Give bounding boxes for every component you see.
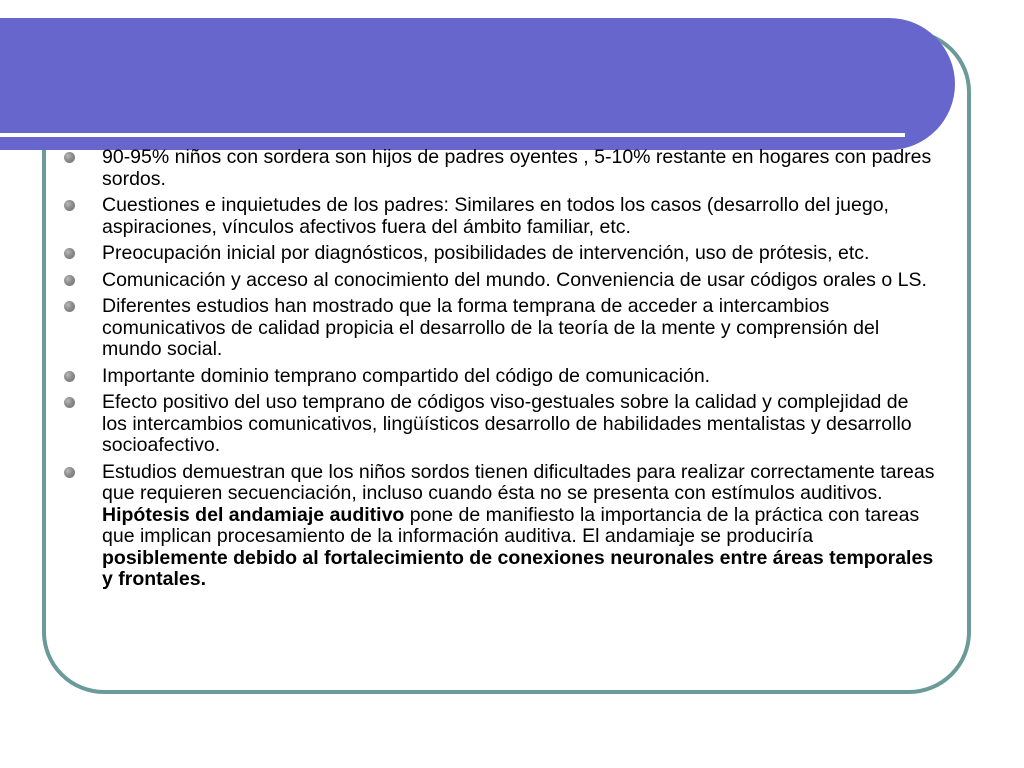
bullet-item	[62, 392, 937, 457]
bullet-dot-icon	[64, 301, 75, 312]
title-divider-line	[0, 133, 905, 137]
bullet-dot-icon	[64, 200, 75, 211]
bullet-text	[102, 461, 934, 591]
bullet-dot-icon	[64, 467, 75, 478]
bullet-text: Diferentes estudios han mostrado que la forma temprana de acceder a intercambios comunicativos de calidad propicia el desarrollo de la teoría de la mente y comprensión del mundo social.	[102, 295, 880, 360]
bullet-text: Efecto positivo del uso temprano de códigos viso-gestuales sobre la calidad y complejidad de los intercambios comunicativos, lingüísticos desarrollo de habilidades mentalistas y desarrollo socioafectivo.	[102, 391, 912, 456]
bullet-text: 90-95% niños con sordera son hijos de padres oyentes , 5-10% restante en hogares con padres sordos.	[102, 146, 932, 190]
bullet-item	[62, 147, 937, 190]
bullet-item	[62, 243, 937, 265]
bullet-dot-icon	[64, 152, 75, 163]
bullet-item	[62, 270, 937, 292]
bullet-item	[62, 296, 937, 361]
bullet-text: Comunicación y acceso al conocimiento del mundo. Conveniencia de usar códigos orales o LS.	[102, 268, 927, 291]
bullet-item	[62, 462, 937, 591]
bullet-text-part: Estudios demuestran que los niños sordos tienen dificultades para realizar correctamente tareas que requieren secuenciación, incluso cuando ésta no se presenta con estímulos auditivos.	[102, 460, 935, 504]
bullet-item	[62, 366, 937, 388]
bullet-dot-icon	[64, 371, 75, 382]
bullet-list	[62, 147, 937, 596]
bullet-text-part: pone de manifiesto la importancia de la práctica con tareas que implican procesamiento de la información auditiva. El andamiaje se produciría	[102, 503, 920, 547]
bullet-text: Importante dominio temprano compartido del código de comunicación.	[102, 364, 711, 387]
bullet-item	[62, 195, 937, 238]
bullet-dot-icon	[64, 275, 75, 286]
bullet-dot-icon	[64, 248, 75, 259]
title-bar	[0, 18, 955, 150]
bullet-dot-icon	[64, 397, 75, 408]
bullet-text: Preocupación inicial por diagnósticos, posibilidades de intervención, uso de prótesis, etc.	[102, 242, 870, 264]
bullet-text-bold: posiblemente debido al fortalecimiento de conexiones neuronales entre áreas temporales y frontales.	[102, 546, 934, 590]
bullet-text-bold: Hipótesis del andamiaje auditivo	[102, 503, 405, 526]
bullet-text: Cuestiones e inquietudes de los padres: Similares en todos los casos (desarrollo del juego, aspiraciones, vínculos afectivos fuera del ámbito familiar, etc.	[102, 194, 889, 238]
